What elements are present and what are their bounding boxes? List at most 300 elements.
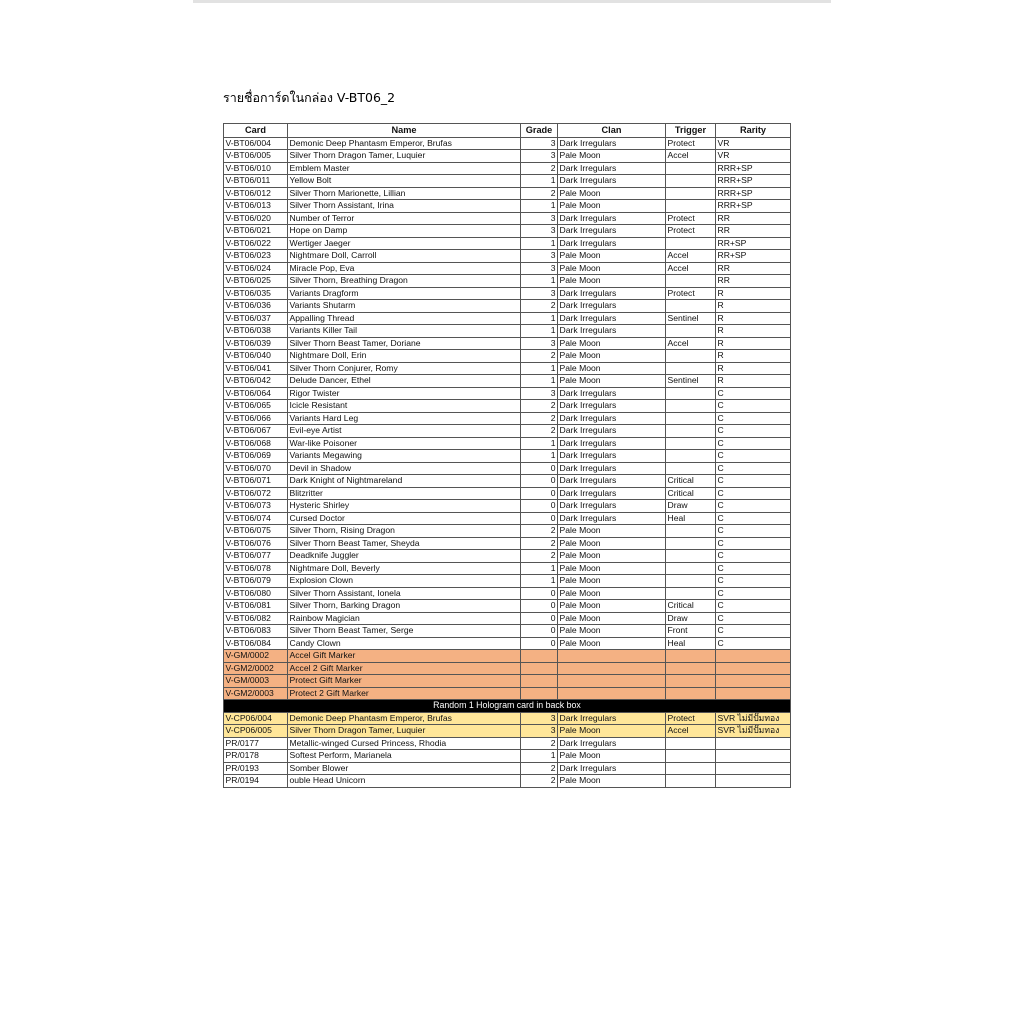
cell-rarity: RR+SP [716, 250, 791, 263]
cell-clan: Dark Irregulars [558, 512, 666, 525]
cell-trigger [666, 425, 716, 438]
cell-name: Silver Thorn Marionette, Lillian [288, 187, 521, 200]
gift-marker-row [224, 675, 791, 688]
cell-trigger [666, 300, 716, 313]
cell-card: V-BT06/076 [224, 537, 288, 550]
cell-clan: Dark Irregulars [558, 162, 666, 175]
cell-grade: 1 [521, 175, 558, 188]
table-row [224, 625, 791, 638]
cell-rarity: RR [716, 275, 791, 288]
cell-clan: Pale Moon [558, 200, 666, 213]
cell-clan [558, 650, 666, 663]
table-row [224, 387, 791, 400]
cell-clan: Pale Moon [558, 562, 666, 575]
cell-clan: Pale Moon [558, 187, 666, 200]
cell-clan: Pale Moon [558, 750, 666, 763]
cell-name: Cursed Doctor [288, 512, 521, 525]
table-row [224, 162, 791, 175]
cell-grade: 3 [521, 387, 558, 400]
hologram-banner: Random 1 Hologram card in back box [224, 700, 791, 713]
table-row [224, 550, 791, 563]
cell-trigger [666, 762, 716, 775]
table-row [224, 562, 791, 575]
cell-clan: Pale Moon [558, 625, 666, 638]
cell-name: Somber Blower [288, 762, 521, 775]
cell-trigger: Protect [666, 137, 716, 150]
cell-rarity: C [716, 625, 791, 638]
cell-name: Silver Thorn Beast Tamer, Serge [288, 625, 521, 638]
cell-grade: 1 [521, 312, 558, 325]
cell-grade: 0 [521, 612, 558, 625]
cell-card: PR/0178 [224, 750, 288, 763]
cell-clan: Dark Irregulars [558, 225, 666, 238]
cell-name: Wertiger Jaeger [288, 237, 521, 250]
cell-name: Silver Thorn, Barking Dragon [288, 600, 521, 613]
cell-trigger [666, 437, 716, 450]
table-row [224, 175, 791, 188]
cell-trigger [666, 537, 716, 550]
cell-grade: 2 [521, 412, 558, 425]
cell-clan: Pale Moon [558, 587, 666, 600]
cell-trigger [666, 775, 716, 788]
promo-row [224, 750, 791, 763]
cell-card: V-BT06/065 [224, 400, 288, 413]
cell-name: Yellow Bolt [288, 175, 521, 188]
cell-trigger [666, 525, 716, 538]
cell-trigger [666, 350, 716, 363]
cell-card: V-BT06/036 [224, 300, 288, 313]
cell-name: War-like Poisoner [288, 437, 521, 450]
cell-grade: 2 [521, 300, 558, 313]
cell-trigger [666, 687, 716, 700]
cell-name: Protect Gift Marker [288, 675, 521, 688]
table-row [224, 150, 791, 163]
cell-rarity: RR [716, 225, 791, 238]
cell-grade: 0 [521, 600, 558, 613]
cell-trigger [666, 412, 716, 425]
cell-name: ouble Head Unicorn [288, 775, 521, 788]
cell-trigger [666, 387, 716, 400]
cell-name: Hope on Damp [288, 225, 521, 238]
cell-name: Candy Clown [288, 637, 521, 650]
table-row [224, 462, 791, 475]
cell-clan: Dark Irregulars [558, 487, 666, 500]
cell-grade: 1 [521, 275, 558, 288]
cell-grade [521, 675, 558, 688]
cell-trigger [666, 400, 716, 413]
cell-card: V-BT06/041 [224, 362, 288, 375]
table-row [224, 600, 791, 613]
table-row [224, 475, 791, 488]
column-header-clan: Clan [558, 124, 666, 138]
cell-rarity: C [716, 437, 791, 450]
cell-clan: Pale Moon [558, 262, 666, 275]
cell-grade: 1 [521, 362, 558, 375]
column-header-name: Name [288, 124, 521, 138]
cell-trigger [666, 587, 716, 600]
cell-clan: Pale Moon [558, 275, 666, 288]
cell-grade: 2 [521, 400, 558, 413]
cell-clan: Pale Moon [558, 537, 666, 550]
cell-name: Appalling Thread [288, 312, 521, 325]
cell-rarity: R [716, 287, 791, 300]
cell-grade: 1 [521, 325, 558, 338]
cell-grade: 1 [521, 200, 558, 213]
cell-card: V-BT06/083 [224, 625, 288, 638]
column-header-trigger: Trigger [666, 124, 716, 138]
cell-grade: 2 [521, 775, 558, 788]
cell-clan: Dark Irregulars [558, 312, 666, 325]
cell-trigger: Draw [666, 612, 716, 625]
cell-trigger: Sentinel [666, 375, 716, 388]
cell-trigger: Accel [666, 150, 716, 163]
cell-trigger: Accel [666, 725, 716, 738]
cell-name: Silver Thorn Dragon Tamer, Luquier [288, 150, 521, 163]
cell-name: Silver Thorn Assistant, Ionela [288, 587, 521, 600]
cell-name: Hysteric Shirley [288, 500, 521, 513]
cell-clan: Pale Moon [558, 250, 666, 263]
cell-rarity: RRR+SP [716, 162, 791, 175]
table-row [224, 275, 791, 288]
cell-name: Explosion Clown [288, 575, 521, 588]
cell-name: Metallic-winged Cursed Princess, Rhodia [288, 737, 521, 750]
cell-trigger: Accel [666, 250, 716, 263]
cell-grade: 0 [521, 637, 558, 650]
cell-rarity: RRR+SP [716, 200, 791, 213]
cell-name: Emblem Master [288, 162, 521, 175]
cell-grade: 1 [521, 375, 558, 388]
cell-card: V-GM2/0002 [224, 662, 288, 675]
cell-trigger: Heal [666, 512, 716, 525]
cell-trigger [666, 737, 716, 750]
cell-rarity: C [716, 450, 791, 463]
table-row [224, 200, 791, 213]
cell-card: V-GM2/0003 [224, 687, 288, 700]
cell-trigger [666, 462, 716, 475]
cell-clan: Dark Irregulars [558, 737, 666, 750]
cell-card: V-BT06/067 [224, 425, 288, 438]
cell-clan: Dark Irregulars [558, 712, 666, 725]
cell-clan: Pale Moon [558, 550, 666, 563]
cell-card: V-BT06/066 [224, 412, 288, 425]
cell-name: Variants Hard Leg [288, 412, 521, 425]
cell-card: V-BT06/011 [224, 175, 288, 188]
cell-rarity: C [716, 387, 791, 400]
cell-card: V-BT06/078 [224, 562, 288, 575]
cell-rarity: SVR ไม่มีปั๊มทอง [716, 725, 791, 738]
cell-clan: Pale Moon [558, 375, 666, 388]
table-row [224, 500, 791, 513]
cell-clan: Dark Irregulars [558, 437, 666, 450]
cell-card: PR/0177 [224, 737, 288, 750]
cell-rarity [716, 687, 791, 700]
cell-rarity: RR [716, 212, 791, 225]
cell-card: V-BT06/039 [224, 337, 288, 350]
cell-grade: 3 [521, 262, 558, 275]
table-row [224, 300, 791, 313]
cell-clan: Dark Irregulars [558, 287, 666, 300]
table-row [224, 425, 791, 438]
cell-card: V-BT06/070 [224, 462, 288, 475]
cell-card: V-BT06/064 [224, 387, 288, 400]
cell-name: Protect 2 Gift Marker [288, 687, 521, 700]
cell-grade: 3 [521, 212, 558, 225]
table-row [224, 287, 791, 300]
cell-trigger: Critical [666, 600, 716, 613]
cell-rarity: C [716, 575, 791, 588]
cell-grade [521, 662, 558, 675]
cell-clan: Pale Moon [558, 150, 666, 163]
cell-trigger [666, 575, 716, 588]
gift-marker-row [224, 650, 791, 663]
cell-clan: Dark Irregulars [558, 400, 666, 413]
cell-clan: Pale Moon [558, 637, 666, 650]
cell-name: Demonic Deep Phantasm Emperor, Brufas [288, 712, 521, 725]
cell-card: V-BT06/035 [224, 287, 288, 300]
cell-clan: Dark Irregulars [558, 137, 666, 150]
table-row [224, 337, 791, 350]
cell-clan: Pale Moon [558, 350, 666, 363]
cell-grade: 1 [521, 450, 558, 463]
hologram-row [224, 725, 791, 738]
cell-clan: Pale Moon [558, 612, 666, 625]
cell-rarity: C [716, 462, 791, 475]
cell-trigger: Protect [666, 712, 716, 725]
cell-rarity: C [716, 550, 791, 563]
cell-card: V-BT06/079 [224, 575, 288, 588]
cell-name: Silver Thorn Conjurer, Romy [288, 362, 521, 375]
cell-card: V-BT06/004 [224, 137, 288, 150]
cell-rarity: C [716, 612, 791, 625]
cell-trigger: Draw [666, 500, 716, 513]
cell-clan: Dark Irregulars [558, 425, 666, 438]
cell-trigger: Protect [666, 212, 716, 225]
cell-grade: 1 [521, 237, 558, 250]
cell-rarity [716, 750, 791, 763]
cell-rarity: R [716, 312, 791, 325]
cell-card: V-BT06/024 [224, 262, 288, 275]
cell-trigger: Sentinel [666, 312, 716, 325]
cell-name: Demonic Deep Phantasm Emperor, Brufas [288, 137, 521, 150]
cell-card: V-BT06/020 [224, 212, 288, 225]
cell-rarity [716, 737, 791, 750]
cell-grade: 2 [521, 737, 558, 750]
table-row [224, 400, 791, 413]
cell-card: V-BT06/071 [224, 475, 288, 488]
cell-trigger: Protect [666, 225, 716, 238]
cell-rarity: VR [716, 137, 791, 150]
cell-grade: 2 [521, 550, 558, 563]
cell-grade: 0 [521, 462, 558, 475]
cell-card: V-BT06/082 [224, 612, 288, 625]
cell-card: V-BT06/072 [224, 487, 288, 500]
cell-name: Variants Killer Tail [288, 325, 521, 338]
cell-name: Rigor Twister [288, 387, 521, 400]
cell-grade: 3 [521, 225, 558, 238]
cell-trigger: Accel [666, 337, 716, 350]
cell-grade: 2 [521, 537, 558, 550]
cell-trigger: Accel [666, 262, 716, 275]
table-row [224, 350, 791, 363]
cell-card: PR/0193 [224, 762, 288, 775]
cell-card: V-BT06/040 [224, 350, 288, 363]
cell-clan: Dark Irregulars [558, 237, 666, 250]
cell-card: V-BT06/077 [224, 550, 288, 563]
table-row [224, 212, 791, 225]
cell-name: Variants Shutarm [288, 300, 521, 313]
cell-card: V-GM/0002 [224, 650, 288, 663]
cell-clan: Pale Moon [558, 725, 666, 738]
cell-clan: Dark Irregulars [558, 175, 666, 188]
page-top-edge [193, 0, 831, 3]
table-row [224, 262, 791, 275]
cell-name: Nightmare Doll, Erin [288, 350, 521, 363]
cell-name: Nightmare Doll, Carroll [288, 250, 521, 263]
cell-name: Variants Megawing [288, 450, 521, 463]
cell-card: V-BT06/081 [224, 600, 288, 613]
cell-card: V-BT06/005 [224, 150, 288, 163]
cell-grade: 3 [521, 150, 558, 163]
table-row [224, 637, 791, 650]
table-row [224, 412, 791, 425]
cell-clan [558, 675, 666, 688]
table-row [224, 437, 791, 450]
cell-card: V-BT06/084 [224, 637, 288, 650]
gift-marker-row [224, 687, 791, 700]
cell-rarity: C [716, 475, 791, 488]
cell-rarity: VR [716, 150, 791, 163]
table-row [224, 512, 791, 525]
cell-clan [558, 662, 666, 675]
cell-grade: 2 [521, 187, 558, 200]
cell-trigger [666, 200, 716, 213]
cell-trigger: Heal [666, 637, 716, 650]
cell-rarity: RR+SP [716, 237, 791, 250]
cell-card: V-BT06/023 [224, 250, 288, 263]
cell-trigger: Protect [666, 287, 716, 300]
cell-rarity: RRR+SP [716, 187, 791, 200]
cell-name: Accel Gift Marker [288, 650, 521, 663]
table-row [224, 575, 791, 588]
cell-rarity: C [716, 487, 791, 500]
cell-rarity: R [716, 337, 791, 350]
table-row [224, 487, 791, 500]
cell-grade: 2 [521, 425, 558, 438]
gift-marker-row [224, 662, 791, 675]
cell-trigger [666, 187, 716, 200]
cell-trigger [666, 275, 716, 288]
table-row [224, 312, 791, 325]
table-row [224, 362, 791, 375]
cell-clan: Pale Moon [558, 575, 666, 588]
cell-name: Silver Thorn Beast Tamer, Doriane [288, 337, 521, 350]
cell-trigger [666, 162, 716, 175]
cell-card: V-BT06/075 [224, 525, 288, 538]
cell-rarity: C [716, 512, 791, 525]
cell-card: V-BT06/074 [224, 512, 288, 525]
cell-card: V-BT06/022 [224, 237, 288, 250]
cell-grade: 3 [521, 337, 558, 350]
cell-trigger [666, 175, 716, 188]
cell-trigger [666, 662, 716, 675]
cell-grade: 2 [521, 162, 558, 175]
cell-grade: 1 [521, 562, 558, 575]
cell-name: Variants Dragform [288, 287, 521, 300]
table-row [224, 525, 791, 538]
cell-grade: 2 [521, 350, 558, 363]
cell-rarity: R [716, 325, 791, 338]
cell-rarity: C [716, 412, 791, 425]
cell-name: Softest Perform, Marianela [288, 750, 521, 763]
cell-name: Silver Thorn Beast Tamer, Sheyda [288, 537, 521, 550]
cell-rarity: R [716, 300, 791, 313]
cell-trigger: Critical [666, 475, 716, 488]
cell-name: Silver Thorn Assistant, Irina [288, 200, 521, 213]
cell-card: V-BT06/038 [224, 325, 288, 338]
cell-grade: 2 [521, 762, 558, 775]
cell-grade: 3 [521, 250, 558, 263]
cell-clan: Dark Irregulars [558, 475, 666, 488]
cell-clan: Dark Irregulars [558, 500, 666, 513]
cell-card: V-BT06/042 [224, 375, 288, 388]
cell-rarity [716, 662, 791, 675]
cell-grade: 3 [521, 287, 558, 300]
cell-trigger [666, 562, 716, 575]
cell-trigger [666, 362, 716, 375]
header-row [224, 124, 791, 138]
cell-clan: Pale Moon [558, 600, 666, 613]
cell-name: Icicle Resistant [288, 400, 521, 413]
cell-card: V-BT06/010 [224, 162, 288, 175]
cell-rarity: C [716, 587, 791, 600]
cell-name: Deadknife Juggler [288, 550, 521, 563]
cell-grade [521, 650, 558, 663]
cell-rarity [716, 650, 791, 663]
cell-rarity: SVR ไม่มีปั๊มทอง [716, 712, 791, 725]
cell-card: V-BT06/025 [224, 275, 288, 288]
promo-row [224, 775, 791, 788]
table-row [224, 587, 791, 600]
cell-clan: Pale Moon [558, 775, 666, 788]
cell-clan: Dark Irregulars [558, 387, 666, 400]
cell-name: Silver Thorn, Breathing Dragon [288, 275, 521, 288]
cell-trigger [666, 450, 716, 463]
cell-clan: Dark Irregulars [558, 212, 666, 225]
cell-rarity: R [716, 375, 791, 388]
cell-card: V-CP06/004 [224, 712, 288, 725]
cell-grade [521, 687, 558, 700]
table-row [224, 237, 791, 250]
cell-trigger: Critical [666, 487, 716, 500]
cell-clan: Pale Moon [558, 362, 666, 375]
cell-clan: Dark Irregulars [558, 300, 666, 313]
cell-card: V-BT06/069 [224, 450, 288, 463]
cell-name: Evil-eye Artist [288, 425, 521, 438]
cell-grade: 0 [521, 587, 558, 600]
table-body [224, 137, 791, 787]
cell-card: V-BT06/080 [224, 587, 288, 600]
table-row [224, 612, 791, 625]
table-row [224, 225, 791, 238]
cell-rarity: C [716, 525, 791, 538]
table-row [224, 537, 791, 550]
cell-clan [558, 687, 666, 700]
cell-card: V-BT06/012 [224, 187, 288, 200]
cell-grade: 0 [521, 625, 558, 638]
cell-grade: 0 [521, 487, 558, 500]
cell-card: V-BT06/073 [224, 500, 288, 513]
promo-row [224, 762, 791, 775]
